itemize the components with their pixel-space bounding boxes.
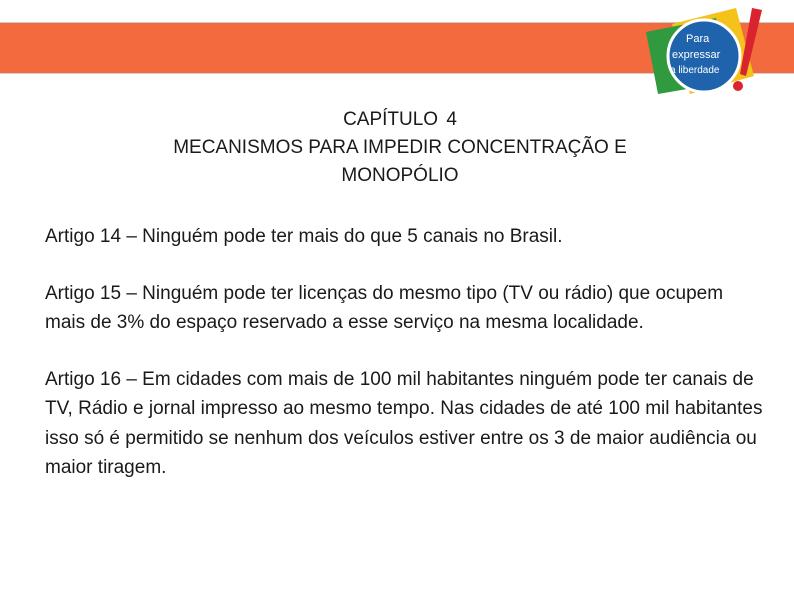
logo-text-line-1: Para xyxy=(686,33,710,45)
article-15 xyxy=(45,279,765,338)
logo-text-line-2: expressar xyxy=(672,49,721,61)
chapter-title: CAPÍTULO 4 xyxy=(343,109,457,130)
chapter-subtitle-line-1: MECANISMOS PARA IMPEDIR CONCENTRAÇÃO E xyxy=(173,137,627,158)
article-label: Artigo 15 – xyxy=(45,282,137,304)
chapter-heading xyxy=(0,106,794,190)
article-label: Artigo 14 – xyxy=(45,226,137,247)
article-label: Artigo 16 – xyxy=(45,368,137,390)
article-16 xyxy=(45,365,765,483)
article-14 xyxy=(45,222,765,252)
para-expressar-logo xyxy=(636,2,766,102)
articles-list xyxy=(45,222,765,510)
chapter-subtitle-line-2: MONOPÓLIO xyxy=(341,165,459,186)
article-text: Ninguém pode ter licenças do mesmo tipo (TV ou rádio) que ocupem mais de 3% do espaço reservado a esse serviço na mesma localidade. xyxy=(45,282,724,333)
article-text: Ninguém pode ter mais do que 5 canais no Brasil. xyxy=(136,226,563,247)
logo-graphic xyxy=(636,2,766,102)
article-text: Em cidades com mais de 100 mil habitantes ninguém pode ter canais de TV, Rádio e jornal impresso ao mesmo tempo. Nas cidades de até 100 mil habitantes isso só é permitido se nenhum dos veículos estiver entre os 3 de maior audiência ou maior tiragem. xyxy=(45,368,763,478)
logo-text-line-3: a liberdade xyxy=(670,65,720,76)
